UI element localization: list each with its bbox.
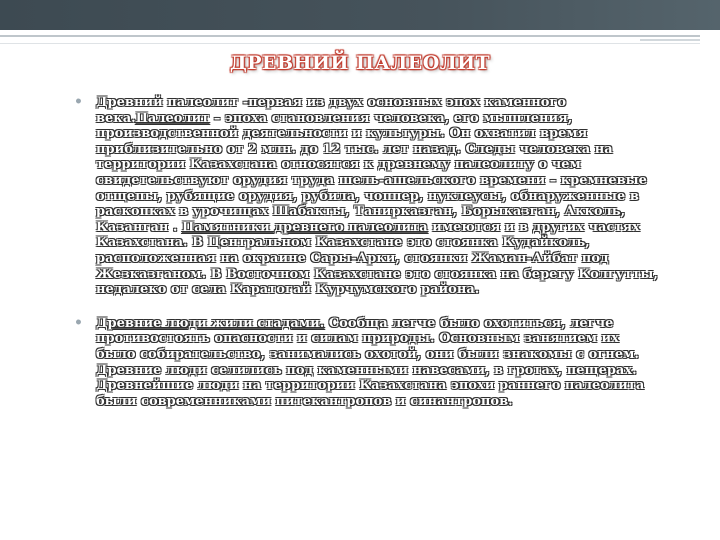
- paragraph-1-text-b: – эпоха становления человека, его мышления, производственной деятельности и культуры. Он охватил время приблизительно от 2 млн. до 12 тыс. лет назад. Следы человека на территории Казахстана относятся к древнему палеолиту о чем свидетельствуют орудия труда шель-ашельского времени – кремневые отщепы, рубящие орудия, рубила, чоппер, нуклеусы, обнаруженные в раскопках в урочищах Шабакты, Танирказган, Борыказган, Акколь, Казанган .: [96, 110, 647, 235]
- link-ancient-people-herds[interactable]: Древние люди жили стадами.: [96, 315, 325, 331]
- link-paleolit[interactable]: Палеолит: [135, 110, 210, 126]
- top-banner: [0, 0, 720, 30]
- bullet-paragraph-1: [72, 95, 662, 298]
- paragraph-2-text: Сообща легче было охотиться, легче противостоять опасности и силам природы. Основным занятием их было собирательство, занимались охотой, они были знакомы с огнем. Древние люди селились под каменными навесами, в гротах, пещерах. Древнейшие люди на территории Казахстана эпохи раннего палеолита были современниками питекантропов и синантропов.: [96, 315, 645, 409]
- bullet-paragraph-2: [72, 316, 662, 410]
- slide-body: [72, 95, 662, 427]
- header-divider: [0, 35, 700, 37]
- paragraph-1-text-c: имеются и в других частях Казахстана. В Центральном Казахстане это стоянка Кудайколь, расположенная на окраине Сары-Арки, стоянки Жаман-Айбат под Жезказганом. В Восточном Казахстане это стоянка на берегу Колгутты, недалеко от села Каратогай Курчумского района.: [96, 219, 658, 298]
- slide-title: ДРЕВНИЙ ПАЛЕОЛИТ: [229, 52, 491, 74]
- header-divider-accent: [640, 39, 700, 41]
- header-divider-thin: [0, 43, 700, 44]
- bullet-dot-icon: •: [74, 314, 83, 331]
- link-ancient-paleolithic-monuments[interactable]: Памятники древнего палеолита: [181, 219, 428, 235]
- bullet-dot-icon: •: [74, 94, 83, 110]
- paragraph-1-text-a: Древний палеолит -первая из двух основных эпох каменного века.: [96, 95, 567, 126]
- top-banner-gradient: [0, 0, 720, 30]
